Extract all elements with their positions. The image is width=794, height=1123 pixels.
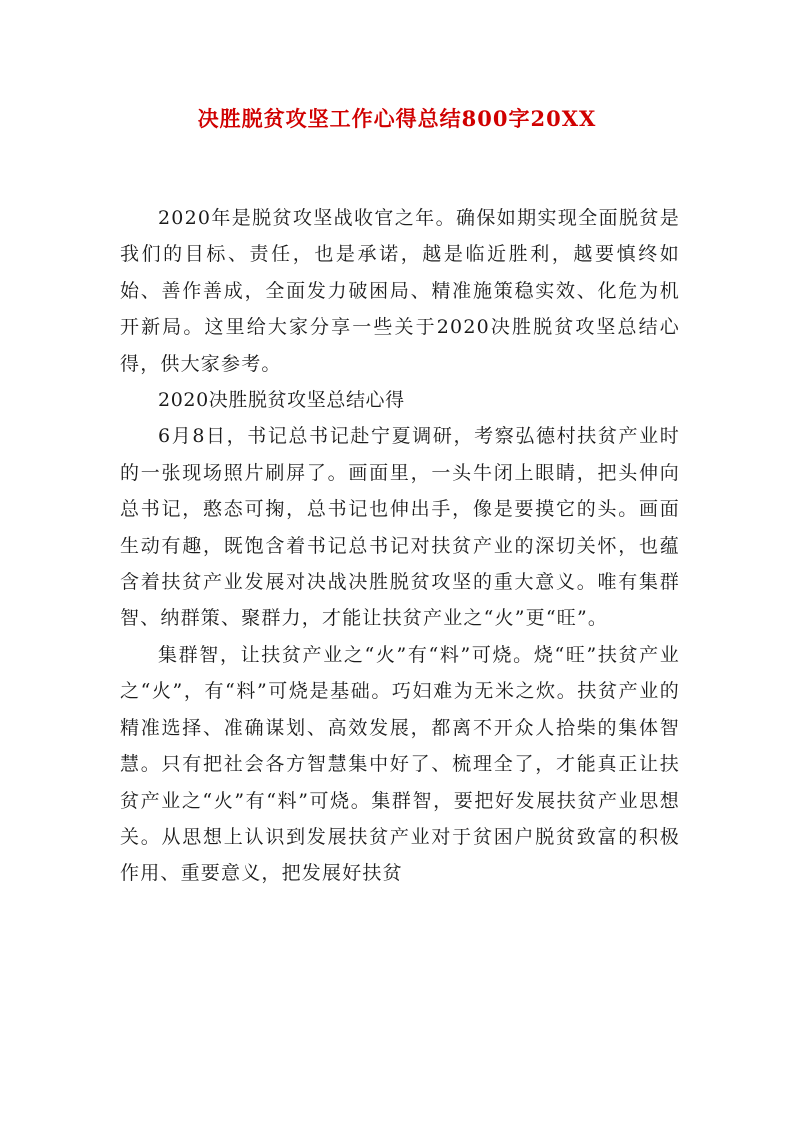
document-body [120,200,680,892]
document-title: 决胜脱贫攻坚工作心得总结800字20XX [197,106,597,131]
section-subheading: 2020决胜脱贫攻坚总结心得 [158,389,405,412]
body-paragraph: 集群智，让扶贫产业之“火”有“料”可烧。烧“旺”扶贫产业之“火”，有“料”可烧是基础。巧妇难为无米之炊。扶贫产业的精准选择、准确谋划、高效发展，都离不开众人拾柴的集体智慧。只有把社会各方智慧集中好了、梳理全了，才能真正让扶贫产业之“火”有“料”可烧。集群智，要把好发展扶贫产业思想关。从思想上认识到发展扶贫产业对于贫困户脱贫致富的积极作用、重要意义，把发展好扶贫 [120,643,680,885]
intro-paragraph: 2020年是脱贫攻坚战收官之年。确保如期实现全面脱贫是我们的目标、责任，也是承诺，越是临近胜利，越要慎终如始、善作善成，全面发力破困局、精准施策稳实效、化危为机开新局。这里给大家分享一些关于2020决胜脱贫攻坚总结心得，供大家参考。 [120,207,680,375]
body-paragraph: 6月8日，书记总书记赴宁夏调研，考察弘德村扶贫产业时的一张现场照片刷屏了。画面里，一头牛闭上眼睛，把头伸向总书记，憨态可掬，总书记也伸出手，像是要摸它的头。画面生动有趣，既饱含着书记总书记对扶贫产业的深切关怀，也蕴含着扶贫产业发展对决战决胜脱贫攻坚的重大意义。唯有集群智、纳群策、聚群力，才能让扶贫产业之“火”更“旺”。 [120,425,680,630]
